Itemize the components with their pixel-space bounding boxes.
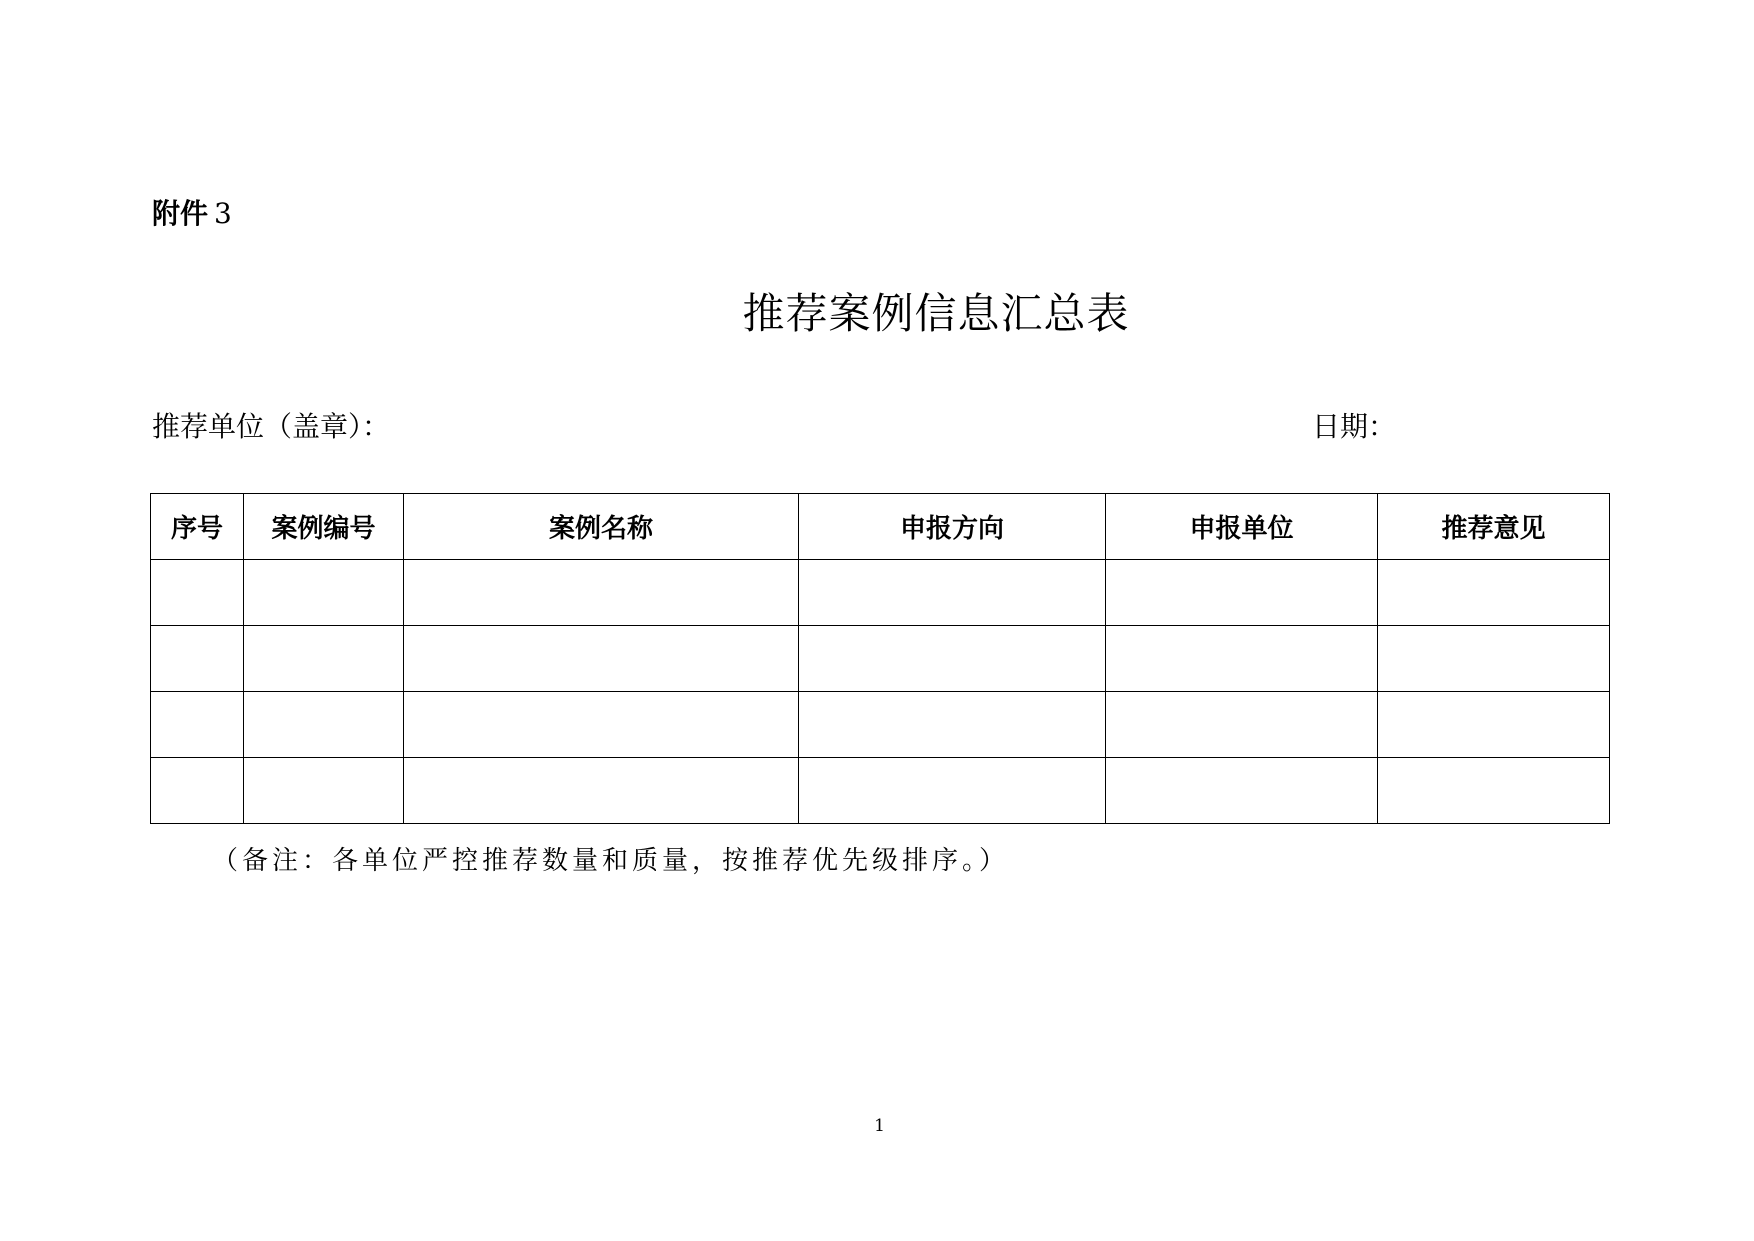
table-cell[interactable] (799, 758, 1106, 824)
table-cell[interactable] (799, 626, 1106, 692)
table-cell[interactable] (1378, 560, 1610, 626)
table-cell[interactable] (151, 626, 244, 692)
attachment-label (152, 197, 232, 230)
table-cell[interactable] (799, 560, 1106, 626)
table-cell[interactable] (1106, 560, 1378, 626)
table-cell[interactable] (1106, 626, 1378, 692)
table-row (151, 560, 1610, 626)
table-header-row (151, 494, 1610, 560)
table-row (151, 758, 1610, 824)
table-cell[interactable] (244, 758, 404, 824)
table-cell[interactable] (151, 560, 244, 626)
table-cell[interactable] (404, 626, 799, 692)
table-cell[interactable] (244, 560, 404, 626)
table-cell[interactable] (1378, 758, 1610, 824)
table-cell[interactable] (799, 692, 1106, 758)
table-cell[interactable] (244, 626, 404, 692)
page-number-text: 1 (874, 1116, 885, 1136)
table-cell[interactable] (404, 560, 799, 626)
page-number (0, 1118, 1754, 1135)
header-serial-number: 序号 (151, 494, 244, 560)
page-title: 推荐案例信息汇总表 (742, 289, 1130, 338)
table-cell[interactable] (404, 692, 799, 758)
remarks-note: （备注：各单位严控推荐数量和质量，按推荐优先级排序。） (212, 846, 1010, 876)
header-recommendation-opinion: 推荐意见 (1378, 494, 1610, 560)
table-cell[interactable] (1106, 692, 1378, 758)
table-cell[interactable] (1378, 692, 1610, 758)
attachment-number: 3 (214, 197, 232, 230)
table-cell[interactable] (151, 758, 244, 824)
header-application-direction: 申报方向 (799, 494, 1106, 560)
header-applicant-unit: 申报单位 (1106, 494, 1378, 560)
attachment-label-text: 附件 (152, 197, 209, 230)
table-cell[interactable] (1106, 758, 1378, 824)
table-cell[interactable] (404, 758, 799, 824)
header-case-name: 案例名称 (404, 494, 799, 560)
table-cell[interactable] (1378, 626, 1610, 692)
date-label: 日期： (1312, 410, 1397, 443)
summary-table (150, 493, 1610, 824)
table-row (151, 692, 1610, 758)
header-case-code: 案例编号 (244, 494, 404, 560)
table-cell[interactable] (151, 692, 244, 758)
recommending-unit-label: 推荐单位（盖章）： (152, 410, 391, 443)
table-row (151, 626, 1610, 692)
table-cell[interactable] (244, 692, 404, 758)
